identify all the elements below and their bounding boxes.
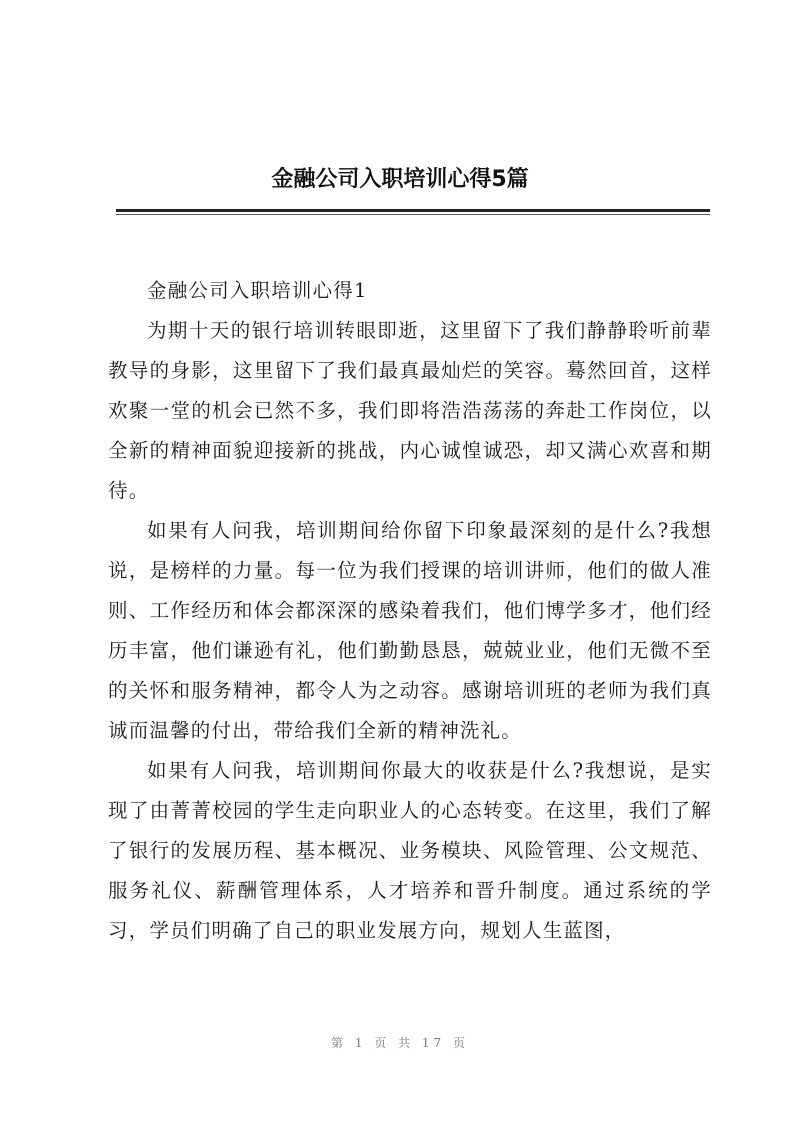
paragraph: 为期十天的银行培训转眼即逝，这里留下了我们静静聆听前辈教导的身影，这里留下了我们最真最灿烂的笑容。蓦然回首，这样欢聚一堂的机会已然不多，我们即将浩浩荡荡的奔赴工作岗位，以全新的精神面貌迎接新的挑战，内心诚惶诚恐，却又满心欢喜和期待。: [108, 319, 712, 502]
document-body: [108, 271, 712, 951]
page-number: 第 1 页 共 17 页: [331, 1036, 469, 1050]
title-divider: [116, 209, 710, 212]
title-divider-thin: [116, 214, 710, 215]
page-title: 金融公司入职培训心得5篇: [271, 167, 529, 192]
paragraph: 如果有人问我，培训期间你最大的收获是什么?我想说，是实现了由菁菁校园的学生走向职业人的心态转变。在这里，我们了解了银行的发展历程、基本概况、业务模块、风险管理、公文规范、服务礼仪、薪酬管理体系，人才培养和晋升制度。通过系统的学习，学员们明确了自己的职业发展方向，规划人生蓝图，: [108, 759, 712, 942]
paragraph: 如果有人问我，培训期间给你留下印象最深刻的是什么?我想说，是榜样的力量。每一位为我们授课的培训讲师，他们的做人准则、工作经历和体会都深深的感染着我们，他们博学多才，他们经历丰富，他们谦逊有礼，他们勤勤恳恳，兢兢业业，他们无微不至的关怀和服务精神，都令人为之动容。感谢培训班的老师为我们真诚而温馨的付出，带给我们全新的精神洗礼。: [108, 519, 712, 742]
section-heading: 金融公司入职培训心得1: [147, 279, 368, 302]
